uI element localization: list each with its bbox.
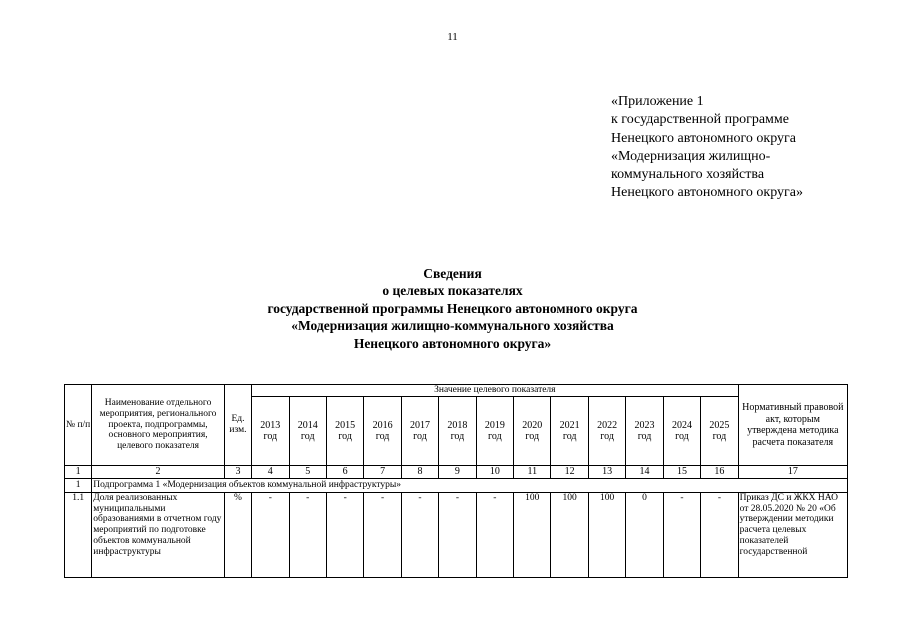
year-word: год: [413, 431, 427, 443]
column-number: 10: [476, 466, 513, 479]
year-word: год: [562, 431, 577, 443]
row-value: -: [326, 493, 363, 578]
table-row: [65, 493, 848, 578]
row-value: -: [252, 493, 289, 578]
document-title: [0, 265, 905, 352]
column-number: 9: [439, 466, 476, 479]
title-line: государственной программы Ненецкого автономного округа: [267, 300, 638, 316]
title-line: о целевых показателях: [382, 283, 523, 299]
subprogram-num: 1: [65, 479, 92, 493]
header-year: [252, 397, 289, 466]
header-year: [514, 397, 551, 466]
column-number: 7: [364, 466, 401, 479]
subprogram-row: [65, 479, 848, 493]
header-year: [439, 397, 476, 466]
header-name: Наименование отдельного мероприятия, регионального проекта, подпрограммы, основного мероприятия, целевого показателя: [92, 385, 225, 466]
year-word: год: [338, 431, 352, 443]
year-word: год: [712, 431, 727, 443]
header-value-group: Значение целевого показателя: [252, 385, 739, 397]
row-value: -: [476, 493, 513, 578]
header-normative: Нормативный правовой акт, которым утверждена методика расчета показателя: [738, 385, 847, 466]
header-year: [701, 397, 738, 466]
title-line: «Модернизация жилищно-коммунального хозяйства: [291, 318, 614, 334]
appendix-line: «Приложение 1: [611, 94, 704, 109]
header-year: [551, 397, 588, 466]
year-word: год: [600, 431, 614, 443]
row-unit: %: [224, 493, 251, 578]
header-unit: Ед. изм.: [224, 385, 251, 466]
year-number: 2013: [260, 420, 281, 432]
year-word: год: [675, 431, 689, 443]
row-value: 0: [626, 493, 663, 578]
row-value: -: [401, 493, 438, 578]
row-value: -: [701, 493, 738, 578]
column-number: 16: [701, 466, 738, 479]
column-number: 3: [224, 466, 251, 479]
year-number: 2015: [335, 420, 356, 432]
year-number: 2014: [297, 420, 318, 432]
year-number: 2017: [409, 420, 430, 432]
row-num: 1.1: [65, 493, 92, 578]
year-number: 2023: [634, 420, 655, 432]
appendix-line: Ненецкого автономного округа»: [611, 185, 803, 201]
year-word: год: [375, 431, 390, 443]
year-word: год: [525, 431, 540, 443]
title-line: Сведения: [423, 266, 482, 281]
row-value: -: [663, 493, 700, 578]
column-number: 8: [401, 466, 438, 479]
column-number: 14: [626, 466, 663, 479]
column-number: 6: [326, 466, 363, 479]
column-number: 12: [551, 466, 588, 479]
header-year: [476, 397, 513, 466]
column-number: 15: [663, 466, 700, 479]
appendix-line: коммунального хозяйства: [611, 167, 765, 183]
header-year: [364, 397, 401, 466]
header-year: [588, 397, 625, 466]
year-number: 2024: [671, 420, 692, 432]
row-value: 100: [588, 493, 625, 578]
year-word: год: [488, 431, 502, 443]
column-number: 4: [252, 466, 289, 479]
subprogram-text: Подпрограмма 1 «Модернизация объектов коммунальной инфраструктуры»: [92, 479, 848, 493]
header-year: [626, 397, 663, 466]
appendix-line: «Модернизация жилищно-: [611, 148, 771, 164]
year-word: год: [300, 431, 315, 443]
header-year: [663, 397, 700, 466]
column-number: 5: [289, 466, 326, 479]
indicators-table: [64, 384, 848, 578]
row-value: 100: [514, 493, 551, 578]
column-numbers-row: [65, 466, 848, 479]
header-year: [401, 397, 438, 466]
row-value: 100: [551, 493, 588, 578]
year-number: 2019: [484, 420, 505, 432]
header-num: № п/п: [65, 385, 92, 466]
year-number: 2016: [372, 420, 393, 432]
year-number: 2025: [709, 420, 730, 432]
column-number: 2: [92, 466, 225, 479]
page-number: 11: [447, 31, 458, 43]
row-value: -: [364, 493, 401, 578]
column-number: 11: [514, 466, 551, 479]
year-number: 2022: [597, 420, 618, 432]
appendix-note: [611, 93, 803, 203]
row-name: Доля реализованных муниципальными образованиями в отчетном году мероприятий по подготовке объектов коммунальной инфраструктуры: [92, 493, 225, 578]
year-number: 2018: [447, 420, 468, 432]
year-word: год: [450, 431, 465, 443]
column-number: 1: [65, 466, 92, 479]
header-year: [289, 397, 326, 466]
column-number: 17: [738, 466, 847, 479]
year-number: 2021: [559, 420, 580, 432]
year-word: год: [263, 431, 278, 443]
year-number: 2020: [522, 420, 543, 432]
column-number: 13: [588, 466, 625, 479]
header-year: [326, 397, 363, 466]
row-value: -: [289, 493, 326, 578]
row-value: -: [439, 493, 476, 578]
year-word: год: [637, 431, 652, 443]
appendix-line: к государственной программе: [611, 112, 789, 128]
appendix-line: Ненецкого автономного округа: [611, 130, 796, 146]
title-line: Ненецкого автономного округа»: [353, 335, 552, 351]
row-normative: Приказ ДС и ЖКХ НАО от 28.05.2020 № 20 «Об утверждении методики расчета целевых показателей государственной: [738, 493, 847, 578]
